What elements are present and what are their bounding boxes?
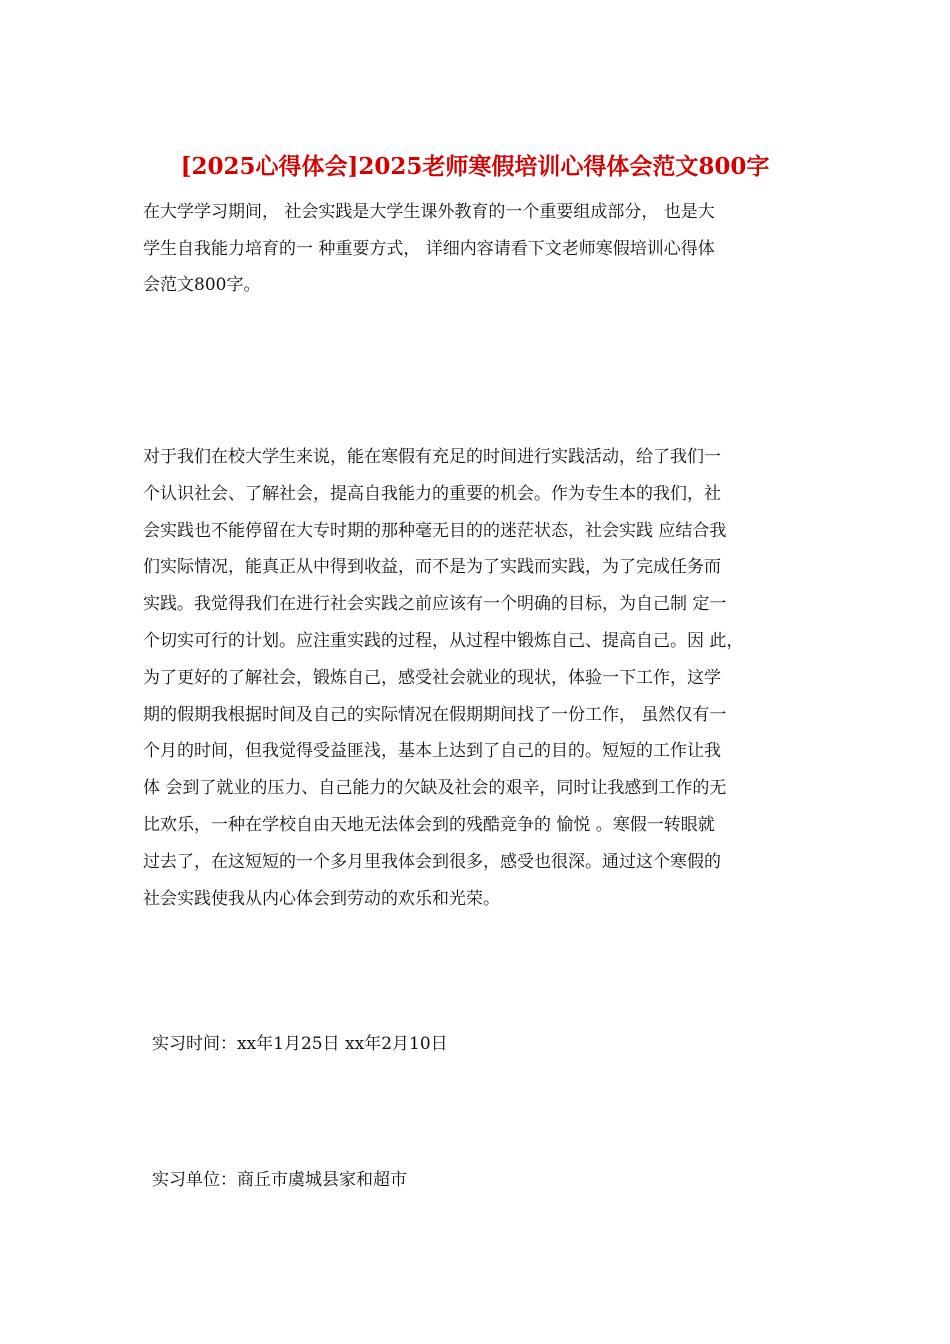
body-line: 为了更好的了解社会，锻炼自己，感受社会就业的现状，体验一下工作，这学 (143, 667, 721, 688)
body-line: 体 会到了就业的压力、自己能力的欠缺及社会的艰辛，同时让我感到工作的无 (143, 778, 727, 799)
intro-line: 学生自我能力培育的一 种重要方式， 详细内容请看下文老师寒假培训心得体 (143, 238, 715, 259)
body-line: 实践。我觉得我们在进行社会实践之前应该有一个明确的目标，为自己制 定一 (143, 594, 727, 615)
intro-paragraph (143, 194, 808, 304)
body-paragraph (143, 439, 808, 917)
body-line: 们实际情况，能真正从中得到收益，而不是为了实践而实践，为了完成任务而 (143, 557, 721, 578)
body-line: 个切实可行的计划。应注重实践的过程，从过程中锻炼自己、提高自己。因 此， (143, 630, 744, 651)
body-line: 会实践也不能停留在大专时期的那种毫无目的的迷茫状态，社会实践 应结合我 (143, 520, 727, 541)
body-line: 社会实践使我从内心体会到劳动的欢乐和光荣。 (143, 888, 500, 909)
body-line: 对于我们在校大学生来说，能在寒假有充足的时间进行实践活动，给了我们一 (143, 447, 721, 467)
body-line: 个认识社会、了解社会，提高自我能力的重要的机会。作为专生本的我们，社 (143, 483, 721, 504)
body-line: 期的假期我根据时间及自己的实际情况在假期期间找了一份工作， 虽然仅有一 (143, 704, 727, 725)
intro-line: 会范文800字。 (143, 275, 261, 295)
body-line: 比欢乐，一种在学校自由天地无法体会到的残酷竞争的 愉悦 。寒假一转眼就 (143, 814, 715, 835)
document-title: [2025心得体会]2025老师寒假培训心得体会范文800字 (180, 153, 770, 180)
intro-line: 在大学学习期间， 社会实践是大学生课外教育的一个重要组成部分， 也是大 (143, 202, 715, 222)
body-line: 个月的时间，但我觉得受益匪浅，基本上达到了自己的目的。短短的工作让我 (143, 741, 721, 762)
body-line: 过去了，在这短短的一个多月里我体会到很多，感受也很深。通过这个寒假的 (143, 851, 721, 872)
internship-time: 实习时间：xx年1月25日 xx年2月10日 (152, 1034, 448, 1054)
internship-unit: 实习单位：商丘市虞城县家和超市 (152, 1170, 407, 1190)
